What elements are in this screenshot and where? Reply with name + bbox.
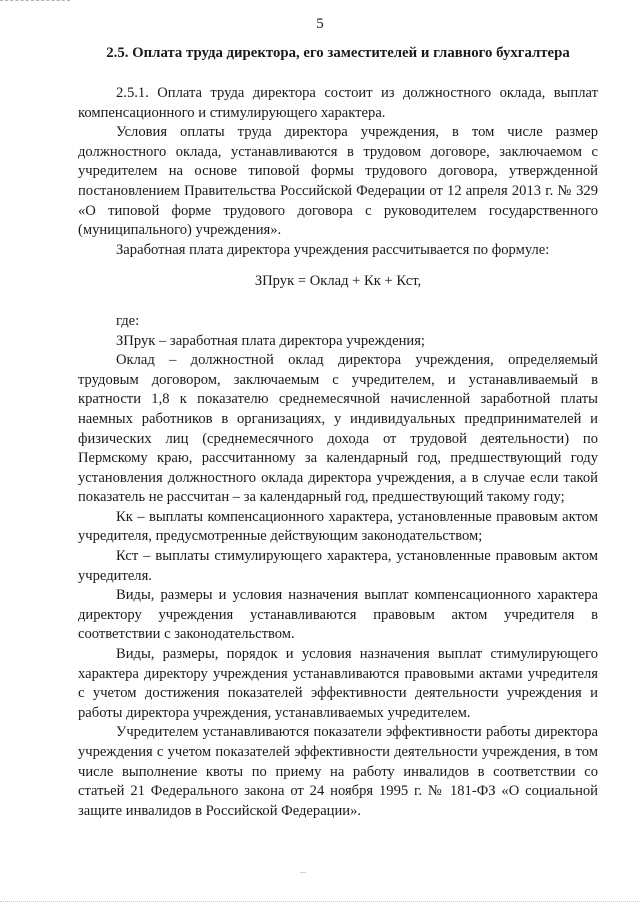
paragraph-incentive-types: Виды, размеры, порядок и условия назначения выплат стимулирующего характера директору учреждения устанавливаются правовыми актами учредителя с учетом достижения показателей эффективности деятельности учреждения и работы директора учреждения, устанавливаемых учредителем.: [78, 646, 598, 721]
paragraph-performance-indicators: Учредителем устанавливаются показатели эффективности работы директора учреждения с учетом показателей эффективности деятельности учреждения, в том числе выполнение квоты по приему на работу инвалидов в соответствии со статьей 21 Федерального закона от 24 ноября 1995 г. № 181-ФЗ «О социальной защите инвалидов в Российской Федерации».: [78, 724, 598, 819]
scan-artifact-mark: [300, 872, 306, 873]
scan-edge-mark-top: [0, 0, 70, 1]
paragraph-payment-conditions: Условия оплаты труда директора учреждения, в том числе размер должностного оклада, устанавливаются в трудовом договоре, заключаемом с учредителем на основе типовой формы трудового договора, утвержденной постановлением Правительства Российской Федерации от 12 апреля 2013 г. № 329 «О типовой форме трудового договора с руководителем государственного (муниципального) учреждения».: [78, 124, 598, 239]
paragraph-formula-intro: Заработная плата директора учреждения рассчитывается по формуле:: [116, 241, 550, 258]
definition-zprук: ЗПрук – заработная плата директора учреждения;: [116, 332, 425, 349]
salary-formula: ЗПрук = Оклад + Кк + Кст,: [254, 273, 422, 290]
section-heading: 2.5. Оплата труда директора, его заместителей и главного бухгалтера: [106, 45, 570, 61]
paragraph-compensation-types: Виды, размеры и условия назначения выплат компенсационного характера директору учреждения устанавливаются правовым актом учредителя в соответствии с законодательством.: [78, 587, 598, 643]
paragraph-where: где:: [116, 312, 140, 329]
scan-edge-mark-bottom: [0, 901, 640, 902]
definition-kst: Кст – выплаты стимулирующего характера, установленные правовым актом учредителя.: [78, 548, 598, 584]
definition-kk: Кк – выплаты компенсационного характера, установленные правовым актом учредителя, предусмотренные действующим законодательством;: [78, 508, 598, 545]
paragraph-2-5-1: 2.5.1. Оплата труда директора состоит из должностного оклада, выплат компенсационного и стимулирующего характера.: [78, 85, 598, 121]
definition-oklad: Оклад – должностной оклад директора учреждения, определяемый трудовым договором, заключаемым с учредителем, и устанавливаемый в кратности 1,8 к показателю среднемесячной начисленной заработной платы наемных работников в организациях, у индивидуальных предпринимателей и физических лиц (среднемесячного дохода от трудовой деятельности) по Пермскому краю, рассчитанному за календарный год, предшествующий году установления должностного оклада директора учреждения, а в случае если такой показатель не рассчитан – за календарный год, предшествующий такому году;: [78, 352, 598, 506]
document-body: [78, 84, 598, 821]
page-number: 5: [316, 16, 324, 32]
